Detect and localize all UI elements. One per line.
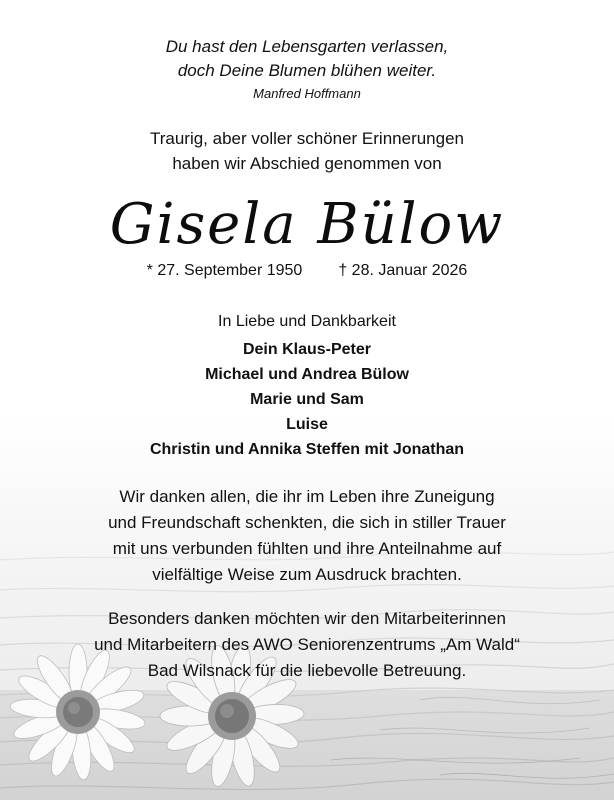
family-member: Marie und Sam — [250, 391, 364, 408]
deceased-name: Gisela Bülow — [109, 192, 505, 257]
family-member: Christin und Annika Steffen mit Jonathan — [149, 441, 465, 458]
thanks-line: vielfältige Weise zum Ausdruck brachten. — [152, 565, 462, 584]
quote-author: Manfred Hoffmann — [253, 86, 361, 101]
death-date: † 28. Januar 2026 — [338, 262, 468, 279]
intro-line: haben wir Abschied genommen von — [172, 154, 442, 173]
thanks-line: und Freundschaft schenkten, die sich in stiller Trauer — [108, 513, 506, 532]
special-thanks-line: und Mitarbeitern des AWO Seniorenzentrums „Am Wald“ — [94, 635, 520, 654]
family-member: Luise — [286, 416, 328, 433]
thanks-line: Wir danken allen, die ihr im Leben ihre Zuneigung — [119, 487, 495, 506]
family-intro: In Liebe und Dankbarkeit — [218, 313, 396, 330]
quote-line: Du hast den Lebensgarten verlassen, — [165, 37, 449, 56]
intro-line: Traurig, aber voller schöner Erinnerungen — [149, 129, 465, 148]
birth-date: * 27. September 1950 — [146, 262, 303, 279]
quote-line: doch Deine Blumen blühen weiter. — [177, 61, 437, 80]
thanks-line: mit uns verbunden fühlten und ihre Anteilnahme auf — [112, 539, 502, 558]
special-thanks-line: Besonders danken möchten wir den Mitarbeiterinnen — [108, 609, 506, 628]
family-member: Dein Klaus-Peter — [242, 341, 372, 358]
life-dates — [0, 262, 614, 280]
family-member: Michael und Andrea Bülow — [205, 366, 409, 383]
special-thanks-line: Bad Wilsnack für die liebevolle Betreuung. — [147, 661, 467, 680]
